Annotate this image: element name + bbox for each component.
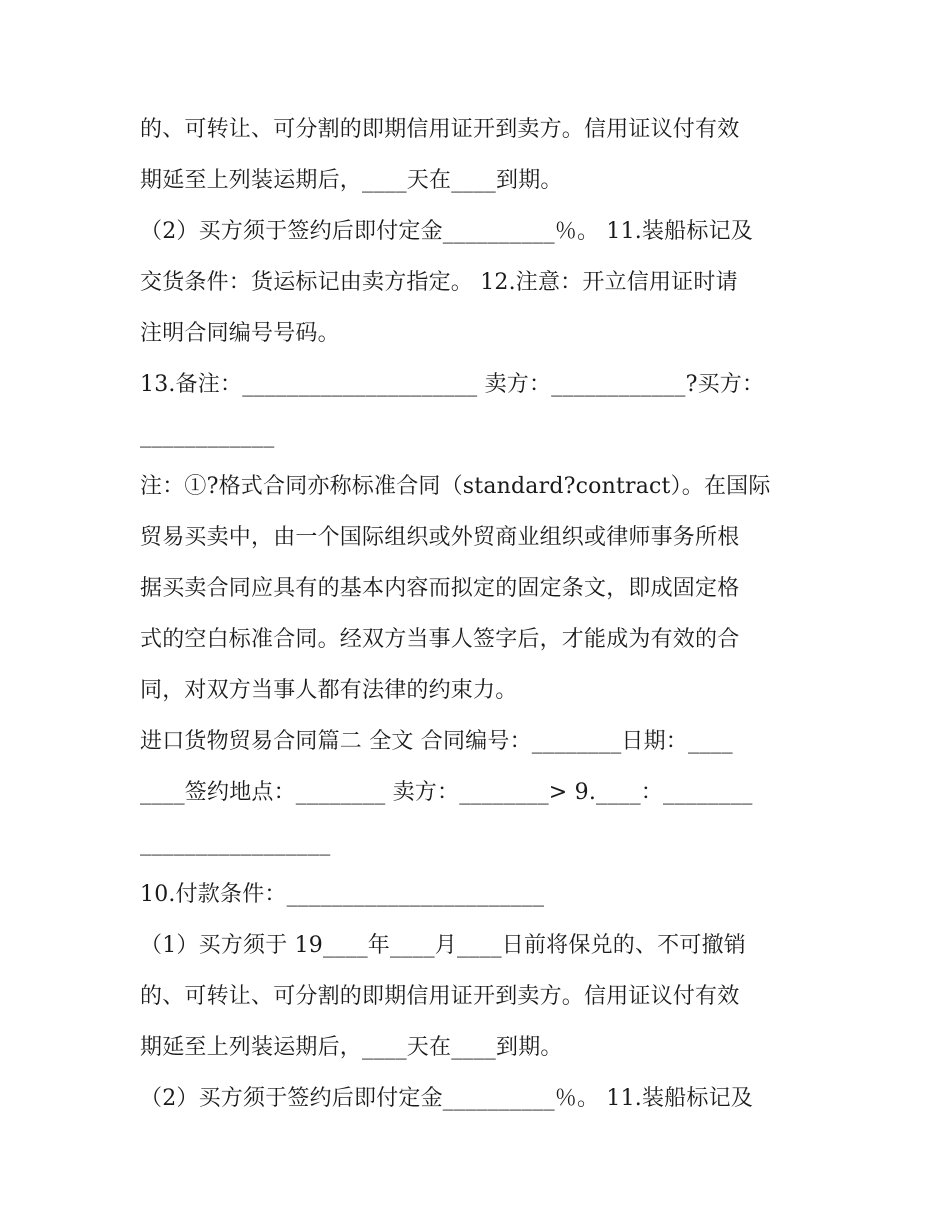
text-line: 的、可转让、可分割的即期信用证开到卖方。信用证议付有效 xyxy=(140,117,740,142)
text-line: 注明合同编号号码。 xyxy=(140,321,340,346)
text-line: _________________ xyxy=(140,831,331,856)
text-line: 的、可转让、可分割的即期信用证开到卖方。信用证议付有效 xyxy=(140,984,740,1009)
text-line: （1）买方须于 19____年____月____日前将保兑的、不可撤销 xyxy=(140,933,746,958)
text-line: 期延至上列装运期后，____天在____到期。 xyxy=(140,1035,563,1060)
document-body xyxy=(140,104,820,1124)
text-line: 注：①?格式合同亦称标准合同（standard?contract）。在国际 xyxy=(140,474,771,499)
text-line: ____________ xyxy=(140,423,275,448)
text-line: （2）买方须于签约后即付定金__________％。 11.装船标记及 xyxy=(140,219,753,244)
text-line: 10.付款条件：_______________________ xyxy=(140,882,545,907)
text-line: 进口货物贸易合同篇二 全文 合同编号：________日期：____ xyxy=(140,729,733,754)
text-line: 式的空白标准合同。经双方当事人签字后，才能成为有效的合 xyxy=(140,627,740,652)
text-line: 13.备注：_____________________ 卖方：____________?买方： xyxy=(140,372,765,397)
text-line: 同，对双方当事人都有法律的约束力。 xyxy=(140,678,518,703)
text-line: 期延至上列装运期后，____天在____到期。 xyxy=(140,168,563,193)
text-line: （2）买方须于签约后即付定金__________％。 11.装船标记及 xyxy=(140,1086,753,1111)
text-line: 贸易买卖中，由一个国际组织或外贸商业组织或律师事务所根 xyxy=(140,525,740,550)
text-line: 据买卖合同应具有的基本内容而拟定的固定条文，即成固定格 xyxy=(140,576,740,601)
text-line: 交货条件：货运标记由卖方指定。 12.注意：开立信用证时请 xyxy=(140,270,738,295)
text-line: ____签约地点：________ 卖方：________> 9.____：________ xyxy=(140,780,753,805)
